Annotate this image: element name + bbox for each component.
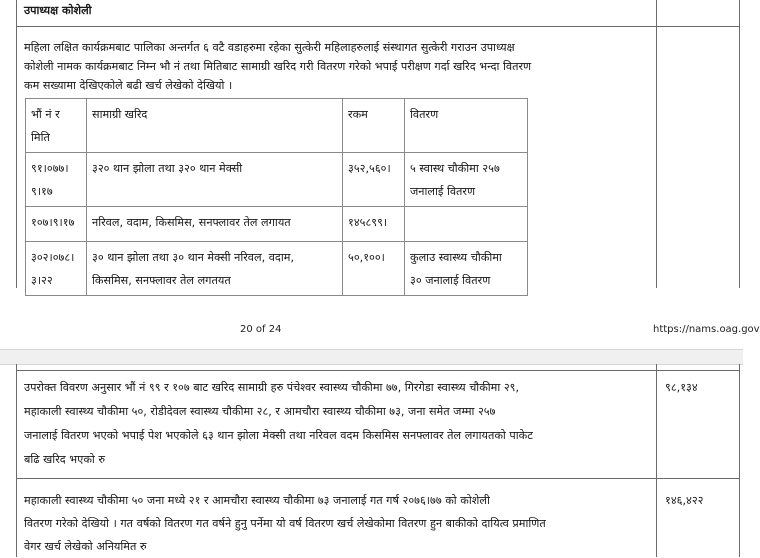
amount-cell: ३५२,५६०। (343, 153, 405, 207)
paragraph-line: महाकाली स्वास्थ्य चौकीमा ५० जना मध्ये २१ र आमचौरा स्वास्थ्य चौकीमा ७३ जनालाई गत गर्ष २०७६।७७ को कोशेली (24, 494, 490, 507)
section-heading: उपाध्यक्ष कोशेली (24, 4, 92, 17)
voucher-cell: १०७।९।१७ (26, 207, 87, 242)
page2-row-divider (16, 478, 740, 479)
paragraph-line: वितरण गरेको देखियो । गत वर्षको वितरण गत वर्षने हुनु पर्नेमा यो वर्ष वितरण खर्च लेखेकोमा वितरण हुन बाकीको दायित्व प्रमाणित (24, 517, 546, 530)
paragraph-line: कम सख्यामा देखिएकोले बढी खर्च लेखेको देखियो । (24, 79, 233, 92)
page2-top-rule (16, 370, 740, 371)
items-cell: ३० थान झोला तथा ३० थान मेक्सी नरिवल, वदाम, किसमिस, सनफ्लावर तेल लगतयत (87, 242, 343, 296)
header-amount: रकम (343, 99, 405, 153)
page1-mid-border (656, 0, 657, 288)
purchase-table (25, 98, 528, 296)
paragraph-line: महिला लक्षित कार्यक्रमबाट पालिका अन्तर्गत ६ वटै वडाहरुमा रहेका सुत्केरी महिलाहरुलाई संस्थागत सुत्केरी गराउन उपाध्यक्ष (24, 41, 515, 54)
page2-left-border (16, 364, 17, 557)
page2-right-border (739, 364, 740, 557)
table-header-row (26, 99, 528, 153)
table-row (26, 153, 528, 207)
header-distribution: वितरण (405, 99, 528, 153)
page-separator (0, 349, 743, 365)
amount-value: ९८,१३४ (665, 381, 698, 394)
amount-cell: ५०,१००। (343, 242, 405, 296)
items-cell: नरिवल, वदाम, किसमिस, सनफ्लावर तेल लगायत (87, 207, 343, 242)
page-number: 20 of 24 (240, 324, 282, 335)
voucher-cell: ३०२।०७८। ३।२२ (26, 242, 87, 296)
paragraph-line: कोशेली नामक कार्यक्रमबाट निम्न भौ नं तथा मितिबाट सामाग्री खरिद गरी वितरण गरेको भपाई परीक्षण गर्दा खरिद भन्दा वितरण (24, 60, 532, 73)
distribution-cell: ५ स्वास्थ चौकीमा २५७ जनालाई वितरण (405, 153, 528, 207)
paragraph-line: उपरोक्त विवरण अनुसार भौं नं ९९ र १०७ बाट खरिद सामाग्री हरु पंचेश्वर स्वास्थ्य चौकीमा ७७, गिरगेडा स्वास्थ्य चौकीमा २९, (24, 381, 520, 394)
paragraph-line: महाकाली स्वास्थ्य चौकीमा ५०, रोडीदेवल स्वास्थ्य चौकीमा २८, र आमचौरा स्वास्थ्य चौकीमा ७३, जना समेत जम्मा २५७ (24, 405, 496, 418)
items-cell: ३२० थान झोला तथा ३२० थान मेक्सी (87, 153, 343, 207)
paragraph-line: बढि खरिद भएको रु (24, 453, 106, 466)
page1-right-border (739, 0, 740, 288)
table-row (26, 242, 528, 296)
voucher-cell: ९१।०७७। ९।१७ (26, 153, 87, 207)
header-items: सामाग्री खरिद (87, 99, 343, 153)
header-voucher: भौं नं र मिति (26, 99, 87, 153)
footer-url: https://nams.oag.gov (653, 324, 760, 335)
paragraph-line: वेगर खर्च लेखेको अनियमित रु (24, 540, 147, 553)
table-row (26, 207, 528, 242)
distribution-cell: कुलाउ स्वास्थ्य चौकीमा ३० जनालाई वितरण (405, 242, 528, 296)
page1-heading-rule (16, 26, 740, 27)
amount-cell: १४५८९९। (343, 207, 405, 242)
distribution-cell (405, 207, 528, 242)
amount-value: १४६,४२२ (665, 494, 704, 507)
page1-left-border (16, 0, 17, 288)
paragraph-line: जनालाई वितरण भएको भपाई पेश भएकोले ६३ थान झोला मेक्सी तथा नरिवल वदम किसमिस सनफ्लावर तेल लगायतको पाकेट (24, 429, 533, 442)
page2-mid-border (656, 364, 657, 557)
